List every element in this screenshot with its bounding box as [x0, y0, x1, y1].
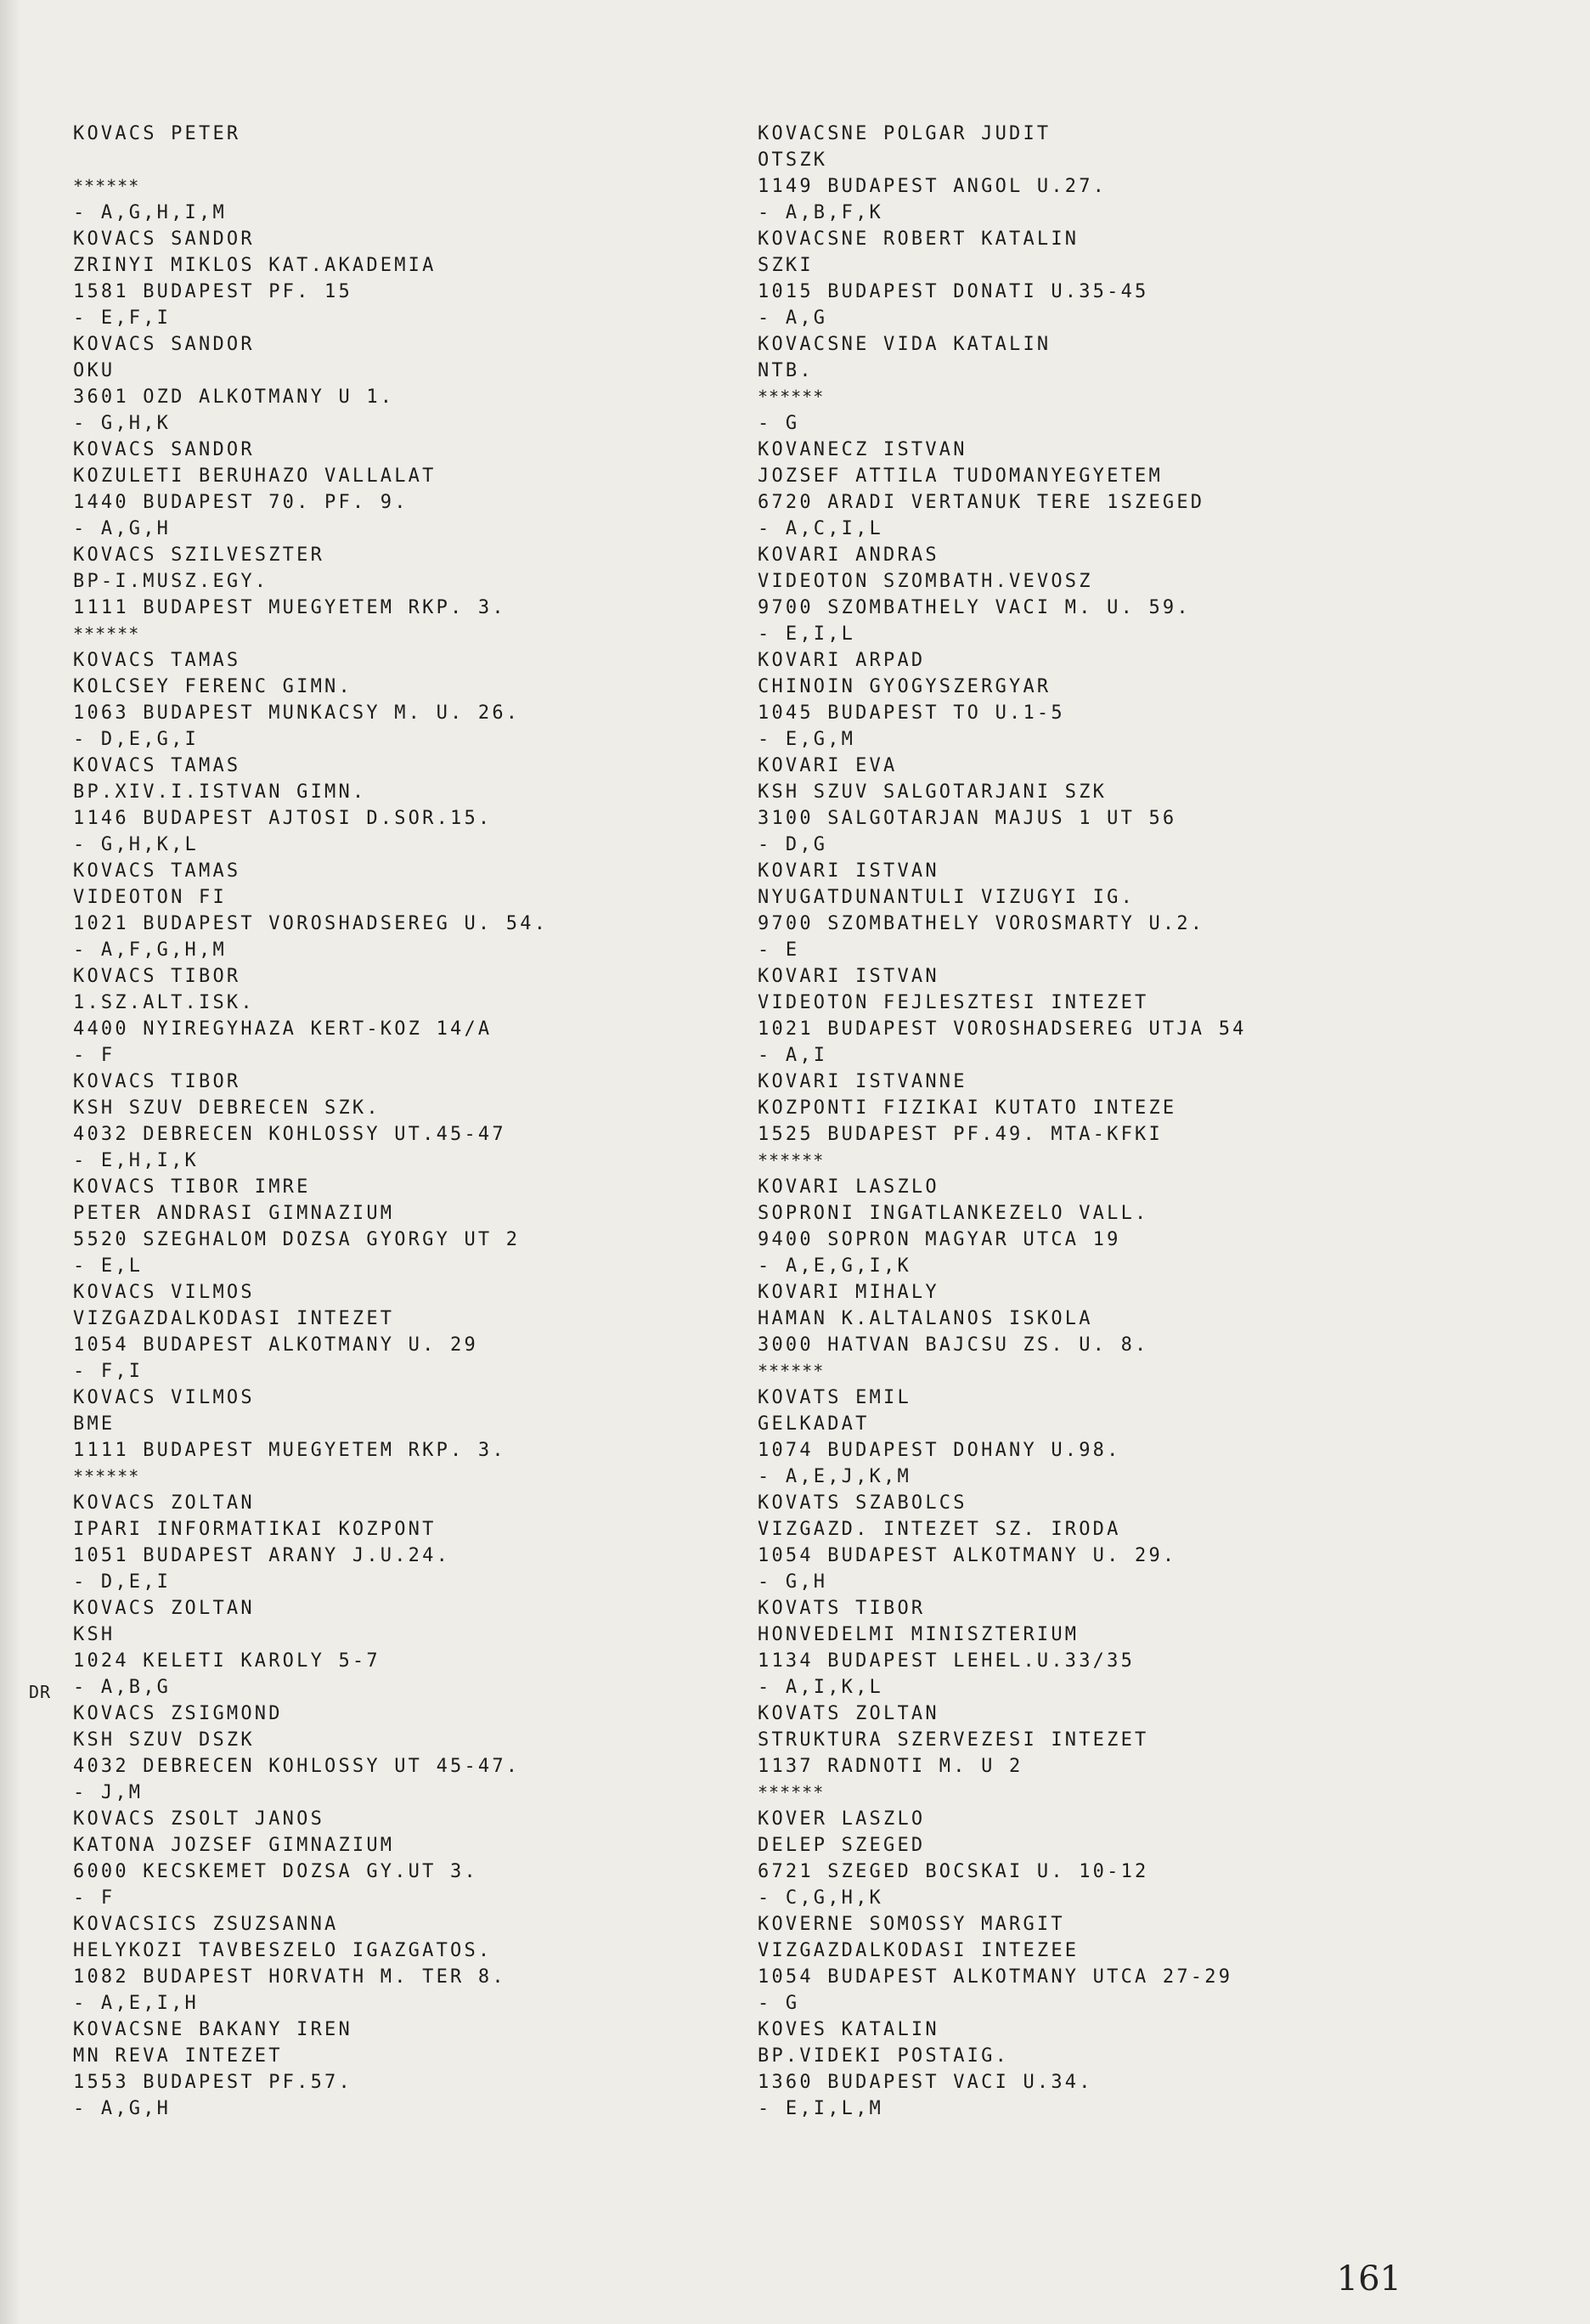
directory-line: 1054 BUDAPEST ALKOTMANY U. 29 — [73, 1334, 478, 1356]
directory-line: OTSZK — [758, 149, 828, 171]
directory-line: - F,I — [73, 1361, 144, 1382]
directory-line: 9700 SZOMBATHELY VACI M. U. 59. — [758, 597, 1191, 618]
directory-line: 1074 BUDAPEST DOHANY U.98. — [758, 1440, 1121, 1461]
directory-line: KOZPONTI FIZIKAI KUTATO INTEZE — [758, 1097, 1177, 1119]
directory-line: KOVACS ZSOLT JANOS — [73, 1808, 325, 1830]
directory-line: KOVATS SZABOLCS — [758, 1492, 967, 1514]
directory-line: KOVERNE SOMOSSY MARGIT — [758, 1914, 1065, 1935]
directory-line: - C,G,H,K — [758, 1887, 884, 1909]
directory-line: KOZULETI BERUHAZO VALLALAT — [73, 465, 437, 487]
directory-line: - E,H,I,K — [73, 1150, 200, 1171]
directory-line: KOVACS ZOLTAN — [73, 1492, 255, 1514]
directory-line: - A,I,K,L — [758, 1677, 884, 1698]
directory-line: KOVACS SANDOR — [73, 439, 255, 460]
directory-line: KOVACS TIBOR — [73, 966, 241, 987]
directory-line: KOVACS SZILVESZTER — [73, 544, 325, 566]
directory-line: - A,G,H — [73, 518, 172, 539]
directory-line: BP-I.MUSZ.EGY. — [73, 571, 269, 592]
directory-line: KOVACS TAMAS — [73, 860, 241, 882]
directory-line: 1137 RADNOTI M. U 2 — [758, 1756, 1023, 1777]
directory-line: 1051 BUDAPEST ARANY J.U.24. — [73, 1545, 451, 1566]
directory-line: 6721 SZEGED BOCSKAI U. 10-12 — [758, 1861, 1149, 1882]
directory-line: HONVEDELMI MINISZTERIUM — [758, 1624, 1080, 1645]
directory-line: KOVACSNE ROBERT KATALIN — [758, 228, 1080, 250]
directory-line: VIZGAZDALKODASI INTEZET — [73, 1308, 395, 1329]
directory-line: NYUGATDUNANTULI VIZUGYI IG. — [758, 887, 1136, 908]
directory-line: 1054 BUDAPEST ALKOTMANY U. 29. — [758, 1545, 1177, 1566]
directory-line: 4032 DEBRECEN KOHLOSSY UT 45-47. — [73, 1756, 521, 1777]
directory-line: ****** — [758, 1361, 825, 1381]
directory-line: KSH — [73, 1624, 116, 1645]
directory-line: VIZGAZD. INTEZET SZ. IRODA — [758, 1519, 1121, 1540]
directory-line: 1082 BUDAPEST HORVATH M. TER 8. — [73, 1966, 506, 1988]
directory-line: - D,E,G,I — [73, 729, 200, 750]
directory-line: - A,E,J,K,M — [758, 1466, 911, 1487]
directory-line: KOLCSEY FERENC GIMN. — [73, 676, 352, 697]
directory-line: ****** — [758, 1782, 825, 1802]
directory-line: 1581 BUDAPEST PF. 15 — [73, 281, 352, 302]
directory-line: - F — [73, 1887, 116, 1909]
directory-line: KOVATS ZOLTAN — [758, 1703, 939, 1724]
directory-line: VIZGAZDALKODASI INTEZEE — [758, 1940, 1080, 1961]
directory-line: CHINOIN GYOGYSZERGYAR — [758, 676, 1052, 697]
directory-line: - A,I — [758, 1045, 828, 1066]
directory-line: 1054 BUDAPEST ALKOTMANY UTCA 27-29 — [758, 1966, 1233, 1988]
directory-line: KSH SZUV DEBRECEN SZK. — [73, 1097, 381, 1119]
directory-line: - A,B,G — [73, 1677, 172, 1698]
side-prefix: DR — [29, 1682, 52, 1702]
directory-line: KOVARI LASZLO — [758, 1176, 939, 1198]
directory-line: KOVACS TAMAS — [73, 755, 241, 776]
directory-line: KATONA JOZSEF GIMNAZIUM — [73, 1835, 395, 1856]
directory-line: KOVACSNE POLGAR JUDIT — [758, 123, 1052, 144]
directory-line: VIDEOTON SZOMBATH.VEVOSZ — [758, 571, 1093, 592]
directory-line: SZKI — [758, 255, 814, 276]
directory-line: OKU — [73, 360, 116, 381]
directory-line: - J,M — [73, 1782, 144, 1803]
directory-line: 5520 SZEGHALOM DOZSA GYORGY UT 2 — [73, 1229, 521, 1250]
directory-line: STRUKTURA SZERVEZESI INTEZET — [758, 1729, 1149, 1751]
directory-line: KOVARI MIHALY — [758, 1282, 939, 1303]
directory-line: 1553 BUDAPEST PF.57. — [73, 2072, 352, 2093]
right-column — [758, 121, 1454, 2122]
directory-line: - E — [758, 939, 800, 961]
directory-line: - E,I,L — [758, 623, 856, 645]
directory-line: JOZSEF ATTILA TUDOMANYEGYETEM — [758, 465, 1163, 487]
directory-line: HELYKOZI TAVBESZELO IGAZGATOS. — [73, 1940, 493, 1961]
directory-line: KOVES KATALIN — [758, 2019, 939, 2040]
directory-line: KOVARI EVA — [758, 755, 898, 776]
directory-line: KOVACS SANDOR — [73, 228, 255, 250]
page-edge-shadow — [0, 0, 20, 2324]
directory-line: 1021 BUDAPEST VOROSHADSEREG U. 54. — [73, 913, 549, 934]
directory-line: NTB. — [758, 360, 814, 381]
directory-line: - G,H — [758, 1571, 828, 1593]
directory-line: - A,F,G,H,M — [73, 939, 227, 961]
directory-line: - E,L — [73, 1255, 144, 1277]
directory-line: - G — [758, 413, 800, 434]
directory-line: KOVACS ZSIGMOND — [73, 1703, 283, 1724]
directory-line: ****** — [758, 386, 825, 407]
directory-line: BP.VIDEKI POSTAIG. — [758, 2045, 1010, 2067]
directory-line: KOVACSNE VIDA KATALIN — [758, 334, 1052, 355]
directory-line: 1045 BUDAPEST TO U.1-5 — [758, 702, 1065, 724]
directory-line: HAMAN K.ALTALANOS ISKOLA — [758, 1308, 1093, 1329]
directory-line: 6720 ARADI VERTANUK TERE 1SZEGED — [758, 492, 1205, 513]
directory-line: MN REVA INTEZET — [73, 2045, 283, 2067]
left-column — [73, 121, 770, 2122]
directory-line: KOVER LASZLO — [758, 1808, 926, 1830]
directory-line: - E,I,L,M — [758, 2098, 884, 2119]
directory-line: BME — [73, 1413, 116, 1435]
directory-line: ****** — [73, 176, 140, 196]
directory-line: - E,F,I — [73, 307, 172, 329]
directory-line: KOVACS PETER — [73, 123, 241, 144]
directory-line: 6000 KECSKEMET DOZSA GY.UT 3. — [73, 1861, 478, 1882]
directory-line: 1149 BUDAPEST ANGOL U.27. — [758, 176, 1108, 197]
directory-line: 9400 SOPRON MAGYAR UTCA 19 — [758, 1229, 1121, 1250]
directory-line: 1063 BUDAPEST MUNKACSY M. U. 26. — [73, 702, 521, 724]
directory-line: 1021 BUDAPEST VOROSHADSEREG UTJA 54 — [758, 1018, 1247, 1040]
directory-line: SOPRONI INGATLANKEZELO VALL. — [758, 1203, 1149, 1224]
directory-line: KOVARI ISTVANNE — [758, 1071, 967, 1092]
directory-line: 1015 BUDAPEST DONATI U.35-45 — [758, 281, 1149, 302]
directory-line: GELKADAT — [758, 1413, 870, 1435]
directory-line: PETER ANDRASI GIMNAZIUM — [73, 1203, 395, 1224]
directory-line: - G,H,K — [73, 413, 172, 434]
directory-line: DELEP SZEGED — [758, 1835, 926, 1856]
directory-line: KOVANECZ ISTVAN — [758, 439, 967, 460]
directory-line: - D,G — [758, 834, 828, 855]
directory-line: 1.SZ.ALT.ISK. — [73, 992, 255, 1013]
directory-line: - D,E,I — [73, 1571, 172, 1593]
directory-line: - E,G,M — [758, 729, 856, 750]
directory-line: KOVARI ANDRAS — [758, 544, 939, 566]
directory-line: - G — [758, 1993, 800, 2014]
directory-line: - A,G,H,I,M — [73, 202, 227, 223]
directory-line: - A,B,F,K — [758, 202, 884, 223]
directory-line: KOVACS TIBOR — [73, 1071, 241, 1092]
directory-line: KOVACS TIBOR IMRE — [73, 1176, 311, 1198]
directory-line: 1111 BUDAPEST MUEGYETEM RKP. 3. — [73, 1440, 506, 1461]
directory-line: - A,G — [758, 307, 828, 329]
directory-line: 1111 BUDAPEST MUEGYETEM RKP. 3. — [73, 597, 506, 618]
directory-line: - A,C,I,L — [758, 518, 884, 539]
directory-line: 1146 BUDAPEST AJTOSI D.SOR.15. — [73, 808, 493, 829]
directory-line: KSH SZUV SALGOTARJANI SZK — [758, 781, 1108, 803]
directory-line: 3000 HATVAN BAJCSU ZS. U. 8. — [758, 1334, 1149, 1356]
directory-line: KOVATS TIBOR — [758, 1598, 926, 1619]
directory-line: KOVACS SANDOR — [73, 334, 255, 355]
directory-line: 4400 NYIREGYHAZA KERT-KOZ 14/A — [73, 1018, 493, 1040]
directory-line: KOVATS EMIL — [758, 1387, 911, 1408]
directory-line: ****** — [758, 1150, 825, 1170]
directory-line: IPARI INFORMATIKAI KOZPONT — [73, 1519, 437, 1540]
directory-line: ****** — [73, 623, 140, 644]
directory-line: 1525 BUDAPEST PF.49. MTA-KFKI — [758, 1124, 1163, 1145]
directory-line: - F — [73, 1045, 116, 1066]
directory-line: 1360 BUDAPEST VACI U.34. — [758, 2072, 1093, 2093]
directory-line: - G,H,K,L — [73, 834, 200, 855]
directory-line: KOVARI ARPAD — [758, 650, 926, 671]
page-number: 161 — [1336, 2259, 1401, 2299]
directory-line: 4032 DEBRECEN KOHLOSSY UT.45-47 — [73, 1124, 506, 1145]
directory-line: KOVARI ISTVAN — [758, 860, 939, 882]
directory-line: BP.XIV.I.ISTVAN GIMN. — [73, 781, 367, 803]
directory-line: 1024 KELETI KAROLY 5-7 — [73, 1650, 381, 1672]
directory-line: VIDEOTON FI — [73, 887, 227, 908]
directory-line: 1134 BUDAPEST LEHEL.U.33/35 — [758, 1650, 1136, 1672]
directory-line: - A,E,I,H — [73, 1993, 200, 2014]
directory-line: KOVACS TAMAS — [73, 650, 241, 671]
directory-line: KSH SZUV DSZK — [73, 1729, 255, 1751]
directory-line: 9700 SZOMBATHELY VOROSMARTY U.2. — [758, 913, 1205, 934]
directory-line: KOVARI ISTVAN — [758, 966, 939, 987]
directory-line: KOVACSICS ZSUZSANNA — [73, 1914, 339, 1935]
directory-line: KOVACS VILMOS — [73, 1387, 255, 1408]
directory-line: KOVACS VILMOS — [73, 1282, 255, 1303]
directory-line: KOVACSNE BAKANY IREN — [73, 2019, 352, 2040]
directory-line: ZRINYI MIKLOS KAT.AKADEMIA — [73, 255, 437, 276]
directory-line: - A,E,G,I,K — [758, 1255, 911, 1277]
directory-line: ****** — [73, 1466, 140, 1486]
directory-line: 3601 OZD ALKOTMANY U 1. — [73, 386, 395, 408]
directory-line: VIDEOTON FEJLESZTESI INTEZET — [758, 992, 1149, 1013]
directory-line: KOVACS ZOLTAN — [73, 1598, 255, 1619]
directory-line: - A,G,H — [73, 2098, 172, 2119]
directory-line — [73, 147, 770, 173]
directory-line: 3100 SALGOTARJAN MAJUS 1 UT 56 — [758, 808, 1177, 829]
directory-line: 1440 BUDAPEST 70. PF. 9. — [73, 492, 409, 513]
